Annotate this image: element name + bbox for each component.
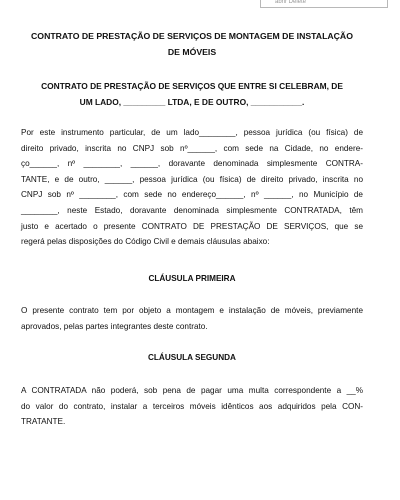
subtitle-line: CONTRATO DE PRESTAÇÃO DE SERVIÇOS QUE ENTRE SI CELEBRAM, DE: [41, 81, 343, 91]
intro-line: justo e acertado o presente CONTRATO DE PRESTAÇÃO DE SERVIÇOS, que se: [21, 221, 363, 231]
clause1-line: aprovados, pelas partes integrantes deste contrato.: [21, 321, 208, 331]
intro-line: Por este instrumento particular, de um lado________, pessoa jurídica (ou física) de: [21, 128, 363, 137]
clause1-text: [21, 303, 363, 334]
clause2-line: A CONTRATADA não poderá, sob pena de pagar uma multa correspondente a __%: [21, 386, 363, 395]
title-line: CONTRATO DE PRESTAÇÃO DE SERVIÇOS DE MONTAGEM DE INSTALAÇÃO: [31, 31, 353, 41]
clause2-heading: CLÁUSULA SEGUNDA: [148, 353, 236, 362]
intro-line: ________, neste Estado, doravante denominada simplesmente CONTRATADA, têm: [21, 205, 363, 215]
clause1-line: O presente contrato tem por objeto a montagem e instalação de móveis, previamente: [21, 306, 363, 315]
intro-line: CNPJ sob nº ________, com sede no endereço______, nº ______, no Município de: [21, 190, 363, 200]
intro-line: ço______, nº ________, ______, doravante denominada simplesmente CONTRA-: [21, 159, 363, 169]
intro-line: regerá pelas disposições do Código Civil e demais cláusulas abaixo:: [21, 237, 270, 247]
clause2-line: TRATANTE.: [21, 417, 66, 427]
intro-line: TANTE, e de outro, ______, pessoa jurídica (ou física) de direito privado, inscrita no: [21, 174, 363, 184]
intro-paragraph: [21, 125, 363, 250]
document-title: [21, 28, 363, 60]
intro-line: direito privado, inscrita no CNPJ sob nº______, com sede na Cidade, no endere-: [21, 143, 363, 153]
title-line: DE MÓVEIS: [167, 47, 217, 57]
contract-subtitle: [21, 78, 363, 110]
top-tag: abrir Delete: [260, 0, 388, 8]
clause2-text: [21, 383, 363, 430]
clause1-heading: CLÁUSULA PRIMEIRA: [148, 274, 236, 283]
clause2-line: do valor do contrato, instalar a terceiros móveis idênticos aos adquiridos pela CON-: [21, 401, 363, 411]
subtitle-line: UM LADO, _________ LTDA, E DE OUTRO, ___________.: [79, 97, 305, 107]
